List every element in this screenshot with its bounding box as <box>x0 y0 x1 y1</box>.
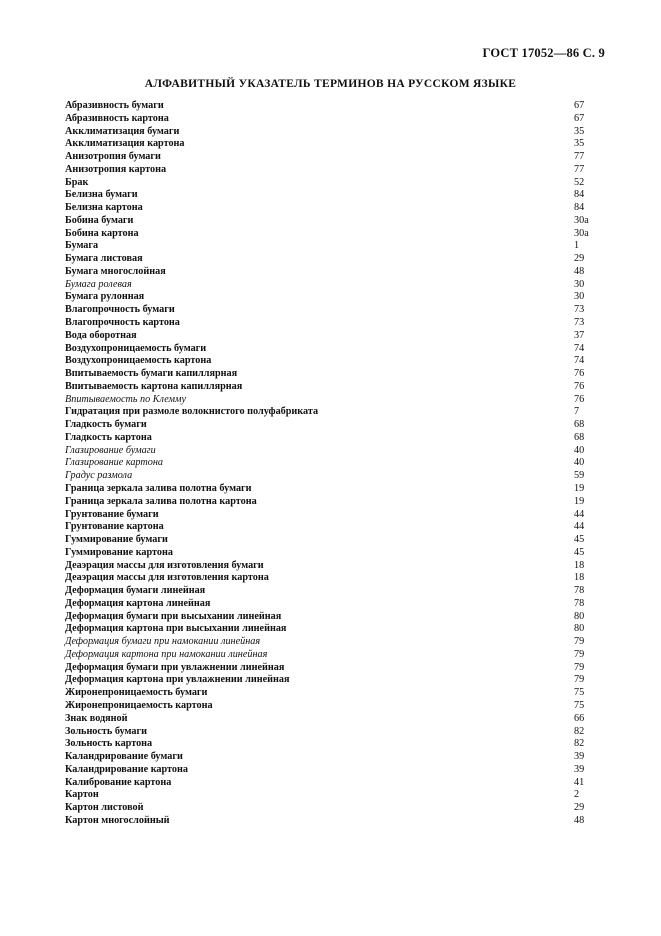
index-entry-term: Градус размола <box>65 470 133 482</box>
index-entry-term: Акклиматизация картона <box>65 138 185 150</box>
index-entry-number: 80 <box>574 610 585 622</box>
index-entry-term: Граница зеркала залива полотна бумаги <box>65 482 252 494</box>
index-entry-number: 82 <box>574 738 585 750</box>
index-entry-number: 84 <box>574 189 585 201</box>
index-entry <box>65 662 595 675</box>
index-entry-term: Деформация картона линейная <box>65 597 211 609</box>
index-entry <box>65 572 595 585</box>
index-entry-term: Бумага листовая <box>65 253 143 265</box>
index-entry-term: Картон многослойный <box>65 814 170 826</box>
index-entry-term: Впитываемость картона капиллярная <box>65 380 243 392</box>
index-entry-number: 79 <box>574 636 585 648</box>
index-entry-number: 39 <box>574 751 585 763</box>
index-entry-term: Деформация бумаги при высыхании линейная <box>65 610 282 622</box>
index-entry-term: Деформация бумаги при увлажнении линейная <box>65 661 285 673</box>
index-entry-number: 74 <box>574 355 585 367</box>
index-entry <box>65 151 595 164</box>
index-title: АЛФАВИТНЫЙ УКАЗАТЕЛЬ ТЕРМИНОВ НА РУССКОМ ЯЗЫКЕ <box>144 78 517 90</box>
index-entry-term: Влагопрочность картона <box>65 317 180 329</box>
index-entry-term: Калибрование картона <box>65 776 172 788</box>
index-entry-number: 82 <box>574 725 585 737</box>
index-entry-term: Впитываемость по Клемму <box>65 393 187 405</box>
index-entry-term: Белизна картона <box>65 202 143 214</box>
index-entry-term: Деаэрация массы для изготовления бумаги <box>65 559 264 571</box>
index-entry-number: 68 <box>574 419 585 431</box>
index-entry-term: Грунтование бумаги <box>65 508 159 520</box>
index-entry-term: Гуммирование бумаги <box>65 534 168 546</box>
index-entry-number: 40 <box>574 444 585 456</box>
index-entry-number: 18 <box>574 559 585 571</box>
index-entry-number: 78 <box>574 597 585 609</box>
index-entry-term: Картон листовой <box>65 802 144 814</box>
index-entry-number: 35 <box>574 138 585 150</box>
index-entry <box>65 253 595 266</box>
index-entry <box>65 802 595 815</box>
index-entry <box>65 266 595 279</box>
index-entry-term: Воздухопроницаемость бумаги <box>65 342 207 354</box>
index-entry-number: 76 <box>574 368 585 380</box>
index-entry-number: 7 <box>574 406 580 418</box>
index-entry <box>65 279 595 292</box>
index-entry <box>65 343 595 356</box>
index-entry <box>65 317 595 330</box>
index-entry-number: 75 <box>574 699 585 711</box>
index-entry-number: 48 <box>574 814 585 826</box>
index-entry <box>65 215 595 228</box>
index-entry-number: 52 <box>574 176 585 188</box>
index-entry-number: 74 <box>574 342 585 354</box>
index-entry <box>65 815 595 828</box>
index-entry <box>65 674 595 687</box>
index-entry-number: 67 <box>574 112 585 124</box>
index-entry-number: 37 <box>574 329 585 341</box>
index-entry-number: 77 <box>574 151 585 163</box>
index-entry-number: 45 <box>574 546 585 558</box>
index-entry-number: 73 <box>574 304 585 316</box>
index-entry-number: 75 <box>574 687 585 699</box>
index-entry-number: 30 <box>574 278 585 290</box>
index-entry <box>65 726 595 739</box>
index-entry-term: Каландрирование картона <box>65 763 188 775</box>
index-entry <box>65 126 595 139</box>
index-entry-term: Картон <box>65 789 99 801</box>
index-entry-number: 44 <box>574 521 585 533</box>
index-entry-term: Жиронепроницаемость картона <box>65 699 213 711</box>
index-entry <box>65 164 595 177</box>
index-entry-term: Гидратация при размоле волокнистого полуфабриката <box>65 406 319 418</box>
index-entry-term: Бобина бумаги <box>65 214 134 226</box>
index-entry-term: Бобина картона <box>65 227 139 239</box>
index-entry <box>65 560 595 573</box>
index-entry-term: Глазирование бумаги <box>65 444 156 456</box>
index-entry-term: Грунтование картона <box>65 521 164 533</box>
index-entry <box>65 419 595 432</box>
index-entry-number: 1 <box>574 240 580 252</box>
index-entry <box>65 406 595 419</box>
index-entry-number: 73 <box>574 317 585 329</box>
index-entry-term: Воздухопроницаемость картона <box>65 355 212 367</box>
index-entry <box>65 649 595 662</box>
index-entry <box>65 113 595 126</box>
index-entry-number: 29 <box>574 253 585 265</box>
index-entry-number: 19 <box>574 482 585 494</box>
index-entry <box>65 738 595 751</box>
index-entry-number: 2 <box>574 789 580 801</box>
index-entry-term: Гладкость картона <box>65 431 152 443</box>
index-entry-number: 29 <box>574 802 585 814</box>
index-entry <box>65 534 595 547</box>
index-entry <box>65 483 595 496</box>
index-entry <box>65 496 595 509</box>
index-entry <box>65 713 595 726</box>
index-entry <box>65 700 595 713</box>
index-entry-term: Абразивность картона <box>65 112 169 124</box>
index-entry-number: 19 <box>574 495 585 507</box>
index-entry-number: 80 <box>574 623 585 635</box>
index-entry <box>65 381 595 394</box>
index-entry <box>65 521 595 534</box>
index-entry-term: Деформация бумаги при намокании линейная <box>65 636 261 648</box>
page-header: ГОСТ 17052—86 С. 9 <box>482 46 605 60</box>
index-entry-term: Бумага <box>65 240 99 252</box>
index-entry-term: Гладкость бумаги <box>65 419 147 431</box>
index-entry-number: 68 <box>574 431 585 443</box>
index-entry <box>65 202 595 215</box>
index-entry <box>65 457 595 470</box>
index-entry <box>65 777 595 790</box>
index-entry <box>65 394 595 407</box>
index-entry-number: 41 <box>574 776 585 788</box>
index-entry-term: Зольность бумаги <box>65 725 147 737</box>
index-entry-term: Деформация картона при увлажнении линейная <box>65 674 290 686</box>
index-entry <box>65 585 595 598</box>
index-entry-term: Каландрирование бумаги <box>65 751 183 763</box>
index-entry-term: Зольность картона <box>65 738 153 750</box>
index-entry <box>65 240 595 253</box>
index-entry-number: 67 <box>574 100 585 111</box>
index-entry <box>65 291 595 304</box>
index-entry <box>65 189 595 202</box>
index-entry <box>65 138 595 151</box>
index-entry-term: Гуммирование картона <box>65 546 173 558</box>
index-entry <box>65 509 595 522</box>
index-entry-number: 84 <box>574 202 585 214</box>
index-entry-term: Впитываемость бумаги капиллярная <box>65 368 238 380</box>
index-entry-number: 30a <box>574 227 589 239</box>
index-entry <box>65 547 595 560</box>
index-entry-term: Деаэрация массы для изготовления картона <box>65 572 269 584</box>
index-entry-number: 76 <box>574 393 585 405</box>
index-entry <box>65 598 595 611</box>
index-entry-number: 76 <box>574 380 585 392</box>
index-entry-term: Акклиматизация бумаги <box>65 125 180 137</box>
index-entry-number: 18 <box>574 572 585 584</box>
index-entry <box>65 330 595 343</box>
index-entry-term: Деформация картона при намокании линейная <box>65 648 268 660</box>
index-entry-term: Анизотропия бумаги <box>65 151 161 163</box>
index-entry-term: Анизотропия картона <box>65 163 167 175</box>
index-entry <box>65 228 595 241</box>
index-entry-number: 30a <box>574 214 589 226</box>
index-entry <box>65 355 595 368</box>
index-entry-term: Белизна бумаги <box>65 189 138 201</box>
index-entry-number: 44 <box>574 508 585 520</box>
index-entry-term: Жиронепроницаемость бумаги <box>65 687 208 699</box>
index-entry-term: Влагопрочность бумаги <box>65 304 175 316</box>
index-entry-term: Деформация бумаги линейная <box>65 585 206 597</box>
index-entry-term: Бумага многослойная <box>65 265 166 277</box>
index-entry <box>65 687 595 700</box>
index-entry-term: Бумага ролевая <box>65 278 132 290</box>
index-entry-term: Бумага рулонная <box>65 291 145 303</box>
index-entry-number: 78 <box>574 585 585 597</box>
index-entry-number: 77 <box>574 163 585 175</box>
index-entry-number: 59 <box>574 470 585 482</box>
index-entry-term: Граница зеркала залива полотна картона <box>65 495 257 507</box>
index-entry <box>65 611 595 624</box>
index-entry-number: 45 <box>574 534 585 546</box>
index-entry-term: Знак водяной <box>65 712 128 724</box>
index-entry-number: 79 <box>574 648 585 660</box>
index-entry-list <box>65 100 595 828</box>
index-entry <box>65 445 595 458</box>
index-entry-number: 39 <box>574 763 585 775</box>
index-entry-number: 30 <box>574 291 585 303</box>
index-entry-term: Вода оборотная <box>65 329 137 341</box>
index-entry-term: Глазирование картона <box>65 457 163 469</box>
index-entry-number: 79 <box>574 661 585 673</box>
index-entry <box>65 177 595 190</box>
index-entry-number: 79 <box>574 674 585 686</box>
index-entry <box>65 764 595 777</box>
index-entry-number: 40 <box>574 457 585 469</box>
index-entry <box>65 636 595 649</box>
index-entry-number: 48 <box>574 265 585 277</box>
index-entry-term: Деформация картона при высыхании линейная <box>65 623 287 635</box>
index-entry <box>65 623 595 636</box>
index-entry <box>65 470 595 483</box>
index-entry <box>65 368 595 381</box>
index-entry-number: 35 <box>574 125 585 137</box>
index-entry <box>65 751 595 764</box>
index-entry-term: Брак <box>65 176 89 188</box>
index-entry <box>65 100 595 113</box>
index-entry <box>65 304 595 317</box>
index-entry <box>65 789 595 802</box>
index-entry-term: Абразивность бумаги <box>65 100 164 111</box>
index-entry <box>65 432 595 445</box>
index-entry-number: 66 <box>574 712 585 724</box>
